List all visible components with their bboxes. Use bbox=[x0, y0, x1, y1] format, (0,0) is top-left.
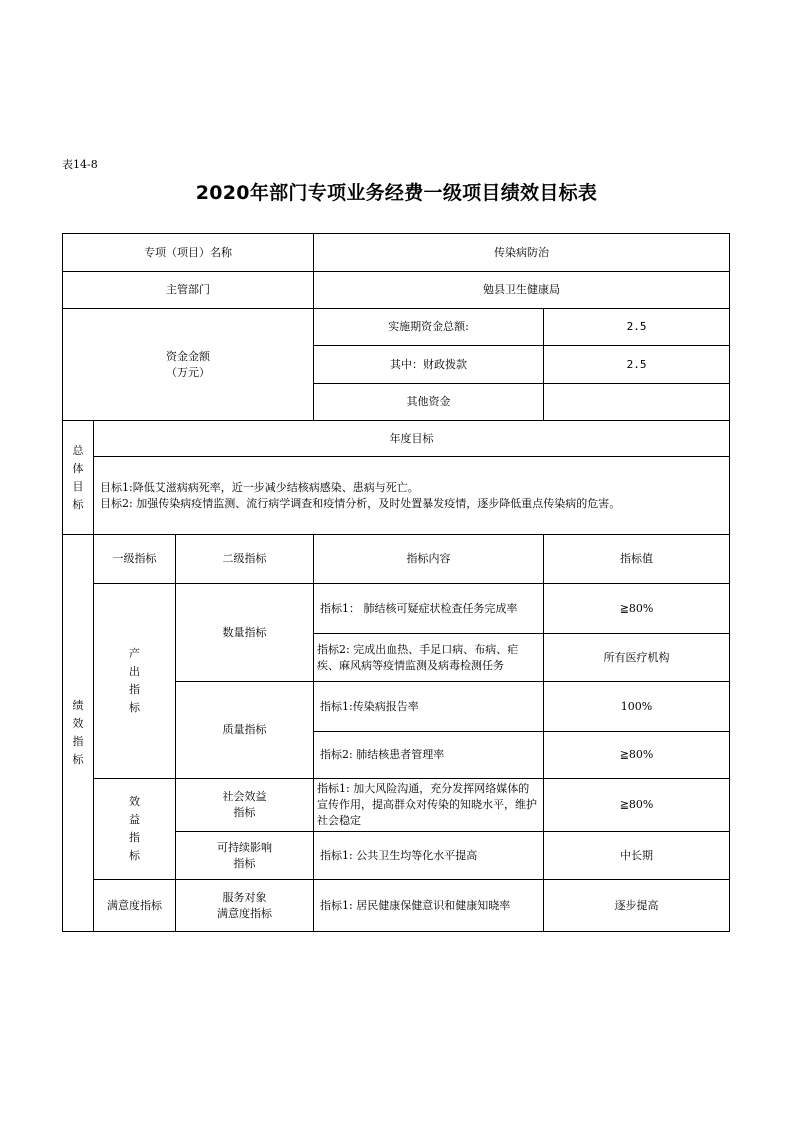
row-indicator-header bbox=[63, 535, 730, 584]
quality-content-1: 指标1:传染病报告率 bbox=[314, 682, 544, 732]
funds-label: 资金金额 （万元） bbox=[63, 309, 314, 421]
header-level1: 一级指标 bbox=[94, 535, 176, 584]
goal-1: 目标1:降低艾滋病病死率，近一步减少结核病感染、患病与死亡。 bbox=[100, 480, 419, 494]
department-label: 主管部门 bbox=[63, 272, 314, 309]
sustainable-impact-value: 中长期 bbox=[544, 832, 730, 880]
row-funds-total bbox=[63, 309, 730, 346]
table-row bbox=[63, 779, 730, 832]
page-title: 2020年部门专项业务经费一级项目绩效目标表 bbox=[195, 182, 598, 204]
satisfaction-indicator-label: 满意度指标 bbox=[94, 880, 176, 932]
quantity-value-1: ≧80% bbox=[544, 584, 730, 634]
header-level2: 二级指标 bbox=[176, 535, 314, 584]
funds-total-value: 2.5 bbox=[544, 309, 730, 346]
output-indicator-label: 产 出 指 标 bbox=[94, 584, 176, 779]
quantity-content-1: 指标1： 肺结核可疑症状检查任务完成率 bbox=[314, 584, 544, 634]
annual-goals-text bbox=[94, 457, 730, 535]
quality-content-2: 指标2: 肺结核患者管理率 bbox=[314, 732, 544, 779]
annual-goal-header: 年度目标 bbox=[94, 421, 730, 457]
sustainable-impact-label: 可持续影响 指标 bbox=[176, 832, 314, 880]
quantity-value-2: 所有医疗机构 bbox=[544, 634, 730, 682]
goal-2: 目标2: 加强传染病疫情监测、流行病学调查和疫情分析，及时处置暴发疫情，逐步降低重点传染病的危害。 bbox=[100, 496, 621, 510]
social-benefit-value: ≧80% bbox=[544, 779, 730, 832]
benefit-indicator-label: 效 益 指 标 bbox=[94, 779, 176, 880]
funds-fiscal-label: 其中：财政拨款 bbox=[314, 346, 544, 384]
satisfaction-content: 指标1: 居民健康保健意识和健康知晓率 bbox=[314, 880, 544, 932]
header-content: 指标内容 bbox=[314, 535, 544, 584]
funds-other-value bbox=[544, 384, 730, 421]
quantity-content-2: 指标2: 完成出血热、手足口病、布病、疟疾、麻风病等疫情监测及病毒检测任务 bbox=[314, 634, 544, 682]
row-annual-goal-header bbox=[63, 421, 730, 457]
row-annual-goals bbox=[63, 457, 730, 535]
quantity-indicator-label: 数量指标 bbox=[176, 584, 314, 682]
funds-other-label: 其他资金 bbox=[314, 384, 544, 421]
department-value: 勉县卫生健康局 bbox=[314, 272, 730, 309]
social-benefit-label: 社会效益 指标 bbox=[176, 779, 314, 832]
row-project-name bbox=[63, 234, 730, 272]
table-number: 表14-8 bbox=[62, 158, 98, 171]
social-benefit-content: 指标1: 加大风险沟通，充分发挥网络媒体的宣传作用，提高群众对传染的知晓水平，维护社会稳定 bbox=[314, 779, 544, 832]
funds-total-label: 实施期资金总额: bbox=[314, 309, 544, 346]
performance-target-table bbox=[62, 233, 730, 932]
quality-value-2: ≧80% bbox=[544, 732, 730, 779]
header-value: 指标值 bbox=[544, 535, 730, 584]
project-name-label: 专项（项目）名称 bbox=[63, 234, 314, 272]
sustainable-impact-content: 指标1: 公共卫生均等化水平提高 bbox=[314, 832, 544, 880]
quality-indicator-label: 质量指标 bbox=[176, 682, 314, 779]
project-name-value: 传染病防治 bbox=[314, 234, 730, 272]
table-row bbox=[63, 880, 730, 932]
satisfaction-value: 逐步提高 bbox=[544, 880, 730, 932]
overall-goal-label: 总 体 目 标 bbox=[63, 421, 94, 535]
quality-value-1: 100% bbox=[544, 682, 730, 732]
performance-indicator-label: 绩 效 指 标 bbox=[63, 535, 94, 932]
service-satisfaction-label: 服务对象 满意度指标 bbox=[176, 880, 314, 932]
table-row bbox=[63, 584, 730, 634]
row-department bbox=[63, 272, 730, 309]
funds-fiscal-value: 2.5 bbox=[544, 346, 730, 384]
